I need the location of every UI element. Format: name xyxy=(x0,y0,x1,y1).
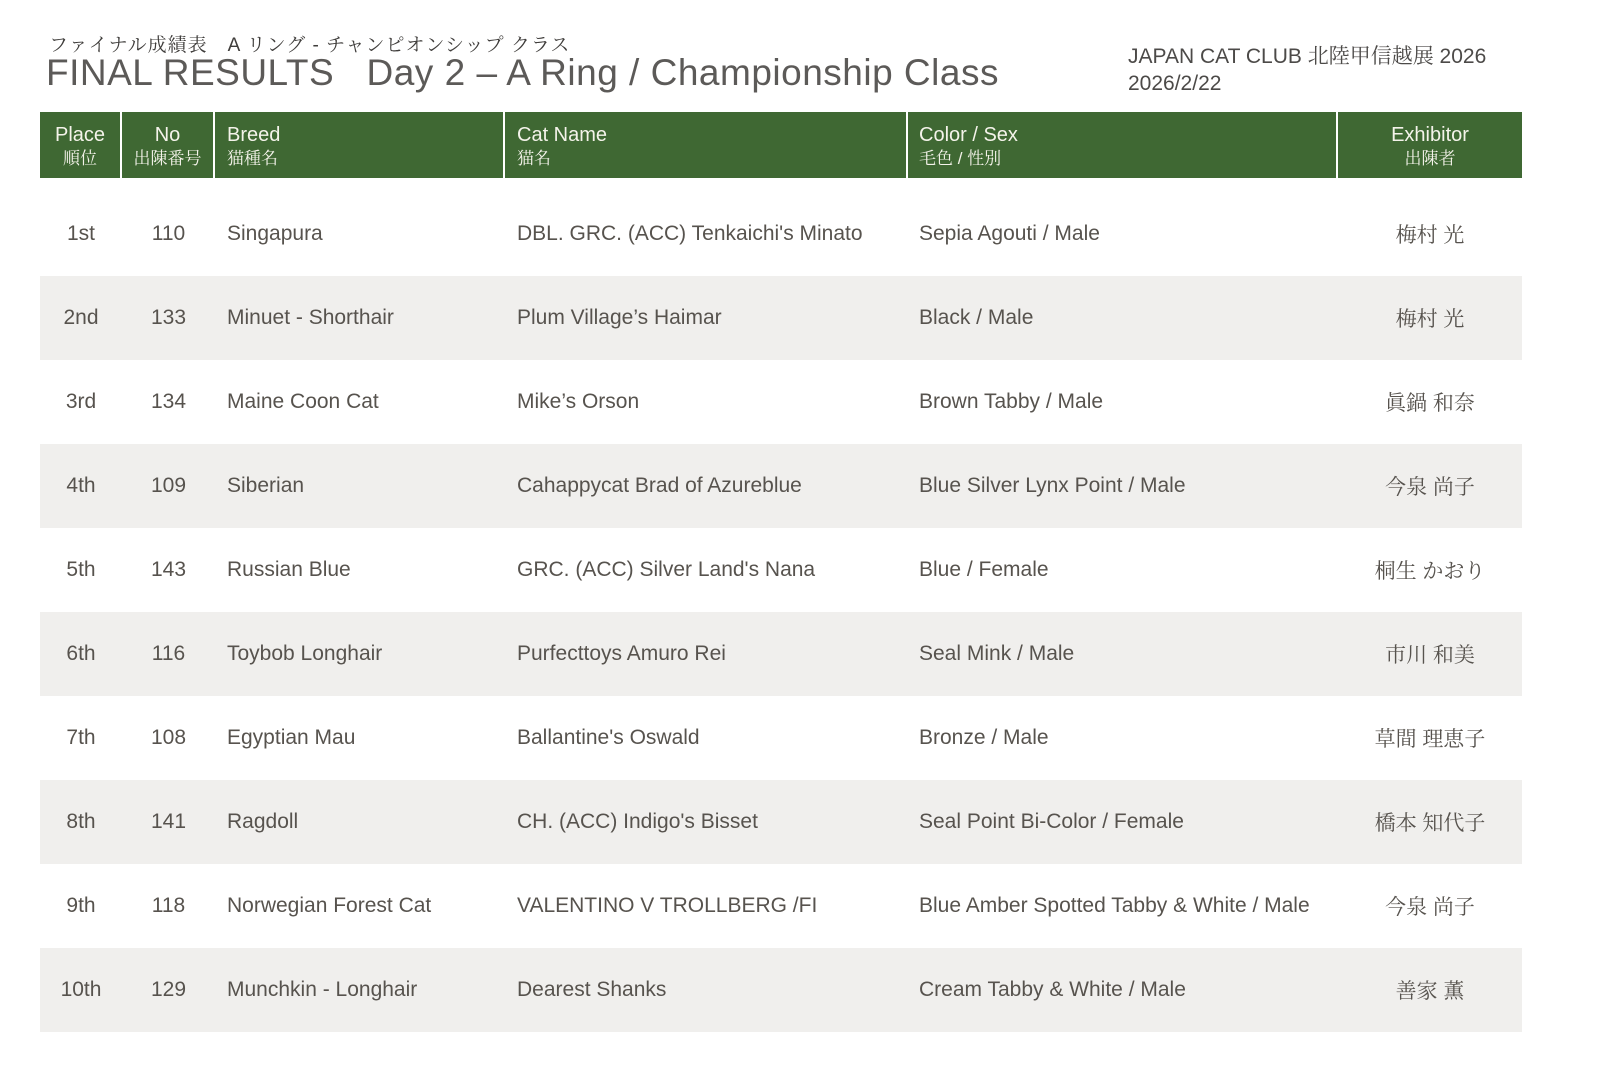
event-date: 2026/2/22 xyxy=(1128,71,1222,95)
column-header-breed xyxy=(215,112,505,178)
cat-name-cell: Dearest Shanks xyxy=(517,978,667,1001)
results-table xyxy=(40,112,1522,1032)
table-row xyxy=(40,696,1522,780)
table-row xyxy=(40,864,1522,948)
breed-cell: Munchkin - Longhair xyxy=(227,978,418,1001)
column-header-color-sex-en: Color / Sex xyxy=(919,123,1018,146)
column-header-no-jp: 出陳番号 xyxy=(133,148,202,168)
breed-cell: Singapura xyxy=(227,222,323,245)
table-row xyxy=(40,444,1522,528)
column-header-cat-name xyxy=(505,112,908,178)
exhibitor-cell: 梅村 光 xyxy=(1395,224,1465,247)
cat-name-cell: Mike’s Orson xyxy=(517,390,640,413)
place-cell: 10th xyxy=(60,978,102,1001)
column-header-breed-en: Breed xyxy=(227,123,281,146)
cat-name-cell: Purfecttoys Amuro Rei xyxy=(517,642,726,665)
cat-name-cell: Plum Village’s Haimar xyxy=(517,306,722,329)
entry-no-cell: 108 xyxy=(150,726,187,749)
place-cell: 6th xyxy=(66,642,96,665)
table-row xyxy=(40,528,1522,612)
club-name: JAPAN CAT CLUB 北陸甲信越展 2026 xyxy=(1128,45,1487,68)
entry-no-cell: 134 xyxy=(150,390,187,413)
entry-no-cell: 116 xyxy=(151,642,186,665)
breed-cell: Russian Blue xyxy=(227,558,351,581)
place-cell: 3rd xyxy=(65,390,97,413)
place-cell: 7th xyxy=(66,726,96,749)
breed-cell: Maine Coon Cat xyxy=(227,390,379,413)
column-header-cat-name-en: Cat Name xyxy=(517,123,608,146)
exhibitor-cell: 草間 理恵子 xyxy=(1374,728,1486,751)
color-sex-cell: Bronze / Male xyxy=(919,726,1049,749)
page-title: FINAL RESULTS Day 2 – A Ring / Championship Class xyxy=(46,52,999,93)
breed-cell: Siberian xyxy=(227,474,305,497)
column-header-no xyxy=(122,112,215,178)
place-cell: 1st xyxy=(66,222,95,245)
table-row xyxy=(40,948,1522,1032)
column-header-exhibitor-jp: 出陳者 xyxy=(1404,148,1456,168)
color-sex-cell: Sepia Agouti / Male xyxy=(919,222,1100,245)
exhibitor-cell: 今泉 尚子 xyxy=(1385,476,1475,499)
cat-name-cell: Ballantine's Oswald xyxy=(517,726,700,749)
place-cell: 9th xyxy=(66,894,96,917)
entry-no-cell: 141 xyxy=(150,810,187,833)
cat-name-cell: CH. (ACC) Indigo's Bisset xyxy=(517,810,758,833)
exhibitor-cell: 梅村 光 xyxy=(1395,308,1465,331)
color-sex-cell: Black / Male xyxy=(919,306,1034,329)
entry-no-cell: 129 xyxy=(150,978,187,1001)
breed-cell: Ragdoll xyxy=(227,810,299,833)
cat-name-cell: Cahappycat Brad of Azureblue xyxy=(517,474,802,497)
place-cell: 2nd xyxy=(63,306,99,329)
table-row xyxy=(40,276,1522,360)
color-sex-cell: Blue Silver Lynx Point / Male xyxy=(919,474,1186,497)
exhibitor-cell: 市川 和美 xyxy=(1385,644,1475,667)
table-row xyxy=(40,612,1522,696)
column-header-place xyxy=(40,112,122,178)
place-cell: 5th xyxy=(66,558,96,581)
table-header-row xyxy=(40,112,1522,178)
entry-no-cell: 118 xyxy=(151,894,186,917)
color-sex-cell: Blue Amber Spotted Tabby & White / Male xyxy=(919,894,1310,917)
color-sex-cell: Blue / Female xyxy=(919,558,1049,581)
column-header-exhibitor-en: Exhibitor xyxy=(1391,123,1469,146)
column-header-place-en: Place xyxy=(54,123,106,146)
color-sex-cell: Seal Point Bi-Color / Female xyxy=(919,810,1184,833)
column-header-color-sex xyxy=(908,112,1338,178)
column-header-exhibitor xyxy=(1338,112,1522,178)
column-header-breed-jp: 猫種名 xyxy=(227,148,278,168)
event-info xyxy=(1128,44,1486,98)
entry-no-cell: 133 xyxy=(150,306,187,329)
breed-cell: Egyptian Mau xyxy=(227,726,356,749)
table-row xyxy=(40,360,1522,444)
breed-cell: Minuet - Shorthair xyxy=(227,306,394,329)
place-cell: 4th xyxy=(66,474,96,497)
exhibitor-cell: 眞鍋 和奈 xyxy=(1385,392,1475,415)
exhibitor-cell: 今泉 尚子 xyxy=(1385,896,1475,919)
entry-no-cell: 143 xyxy=(150,558,187,581)
color-sex-cell: Seal Mink / Male xyxy=(919,642,1075,665)
table-row xyxy=(40,192,1522,276)
color-sex-cell: Cream Tabby & White / Male xyxy=(919,978,1186,1001)
breed-cell: Toybob Longhair xyxy=(227,642,383,665)
column-header-cat-name-jp: 猫名 xyxy=(517,148,551,168)
column-header-color-sex-jp: 毛色 / 性別 xyxy=(919,148,1002,168)
entry-no-cell: 109 xyxy=(150,474,187,497)
column-header-no-en: No xyxy=(154,123,181,146)
color-sex-cell: Brown Tabby / Male xyxy=(919,390,1104,413)
entry-no-cell: 110 xyxy=(151,222,186,245)
exhibitor-cell: 桐生 かおり xyxy=(1374,560,1486,583)
place-cell: 8th xyxy=(66,810,96,833)
breed-cell: Norwegian Forest Cat xyxy=(227,894,432,917)
exhibitor-cell: 善家 薫 xyxy=(1395,980,1465,1003)
exhibitor-cell: 橋本 知代子 xyxy=(1374,812,1486,835)
column-header-place-jp: 順位 xyxy=(63,148,97,168)
cat-name-cell: GRC. (ACC) Silver Land's Nana xyxy=(517,558,816,581)
cat-name-cell: VALENTINO V TROLLBERG /FI xyxy=(517,894,818,917)
table-body xyxy=(40,192,1522,1032)
table-row xyxy=(40,780,1522,864)
page-subtitle-japanese: ファイナル成績表 A リング - チャンピオンシップ クラス xyxy=(49,35,571,56)
cat-name-cell: DBL. GRC. (ACC) Tenkaichi's Minato xyxy=(517,222,863,245)
